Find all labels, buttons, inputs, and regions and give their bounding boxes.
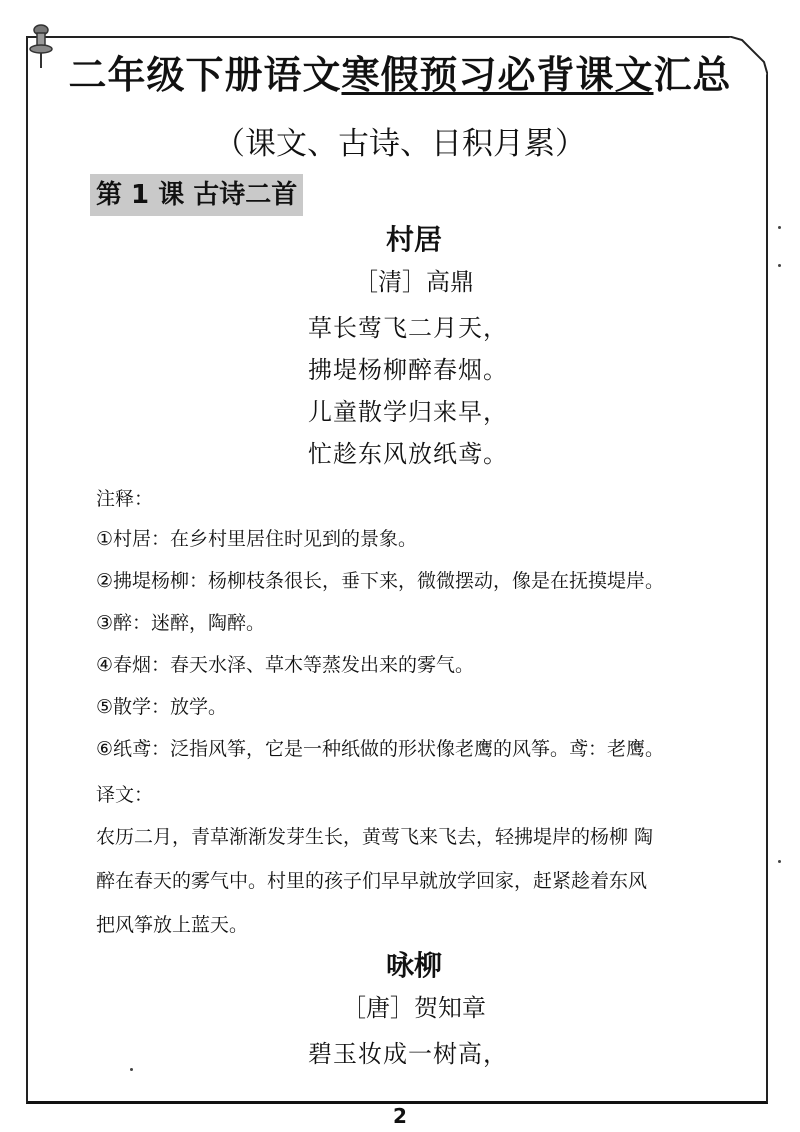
poem-author: ［清］高鼎: [354, 268, 474, 296]
poem-line: 草长莺飞二月天，: [308, 314, 508, 342]
poem-line: 忙趁东风放纸鸢。: [308, 440, 508, 468]
translation-line: 把风筝放上蓝天。: [96, 914, 249, 936]
translation-line: 醉在春天的雾气中。村里的孩子们早早就放学回家，赶紧趁着东风: [96, 870, 648, 892]
note-item: ①村居：在乡村里居住时见到的景象。: [96, 528, 418, 550]
lesson-heading: 第 1 课 古诗二首: [90, 174, 303, 216]
note-item: ⑥纸鸢：泛指风筝，它是一种纸做的形状像老鹰的风筝。鸢：老鹰。: [96, 738, 665, 760]
translation-label: 译文：: [96, 784, 154, 806]
note-item: ⑤散学：放学。: [96, 696, 228, 718]
page-number: 2: [393, 1104, 407, 1128]
page-subtitle: （课文、古诗、日积月累）: [214, 126, 586, 162]
notes-label: 注释：: [96, 488, 154, 510]
scan-speck: [778, 264, 781, 267]
poem-line: 拂堤杨柳醉春烟。: [308, 356, 508, 384]
scan-speck: [130, 1068, 133, 1071]
scan-speck: [778, 860, 781, 863]
poem-line: 儿童散学归来早，: [308, 398, 508, 426]
note-item: ④春烟：春天水泽、草木等蒸发出来的雾气。: [96, 654, 475, 676]
poem-line: 碧玉妆成一树高，: [308, 1040, 508, 1068]
page-title: 二年级下册语文寒假预习必背课文汇总: [68, 53, 732, 97]
poem-author: ［唐］贺知章: [342, 994, 486, 1022]
note-item: ②拂堤杨柳：杨柳枝条很长，垂下来，微微摆动，像是在抚摸堤岸。: [96, 570, 665, 592]
poem-title: 村居: [385, 223, 442, 256]
poem-title: 咏柳: [385, 949, 442, 982]
scan-speck: [778, 226, 781, 229]
translation-line: 农历二月，青草渐渐发芽生长，黄莺飞来飞去，轻拂堤岸的杨柳 陶: [96, 826, 654, 848]
note-item: ③醉：迷醉，陶醉。: [96, 612, 266, 634]
